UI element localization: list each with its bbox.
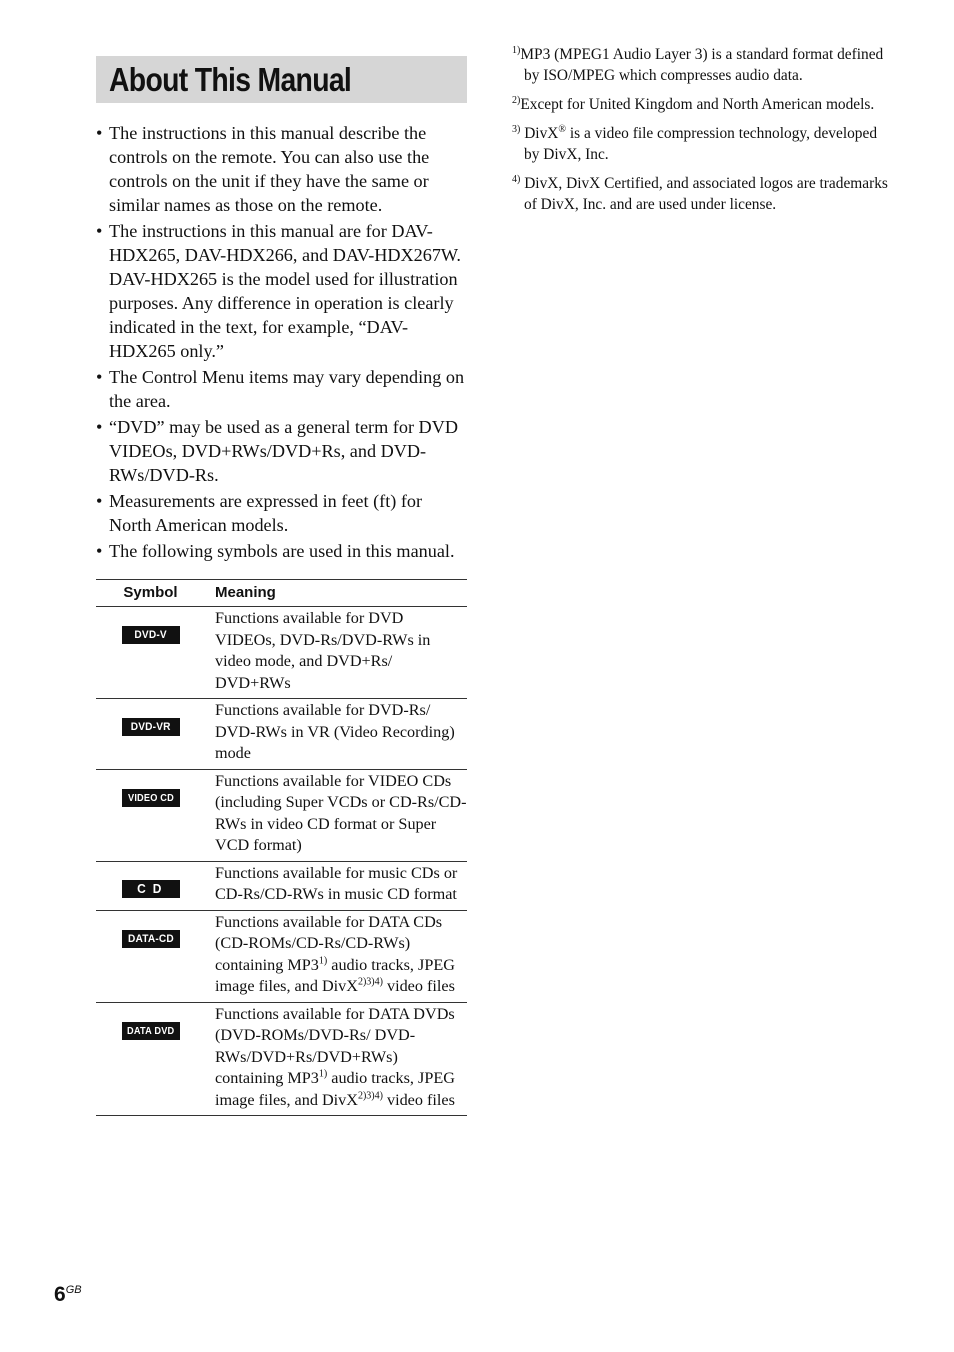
meaning-text: Functions available for DATA CDs (CD-ROMs/CD-Rs/CD-RWs) containing MP3 — [215, 912, 443, 974]
badge-label: DATA DVD — [126, 1025, 175, 1037]
footnote-number: 3) — [512, 123, 521, 135]
badge-label: DVD-VR — [130, 721, 171, 733]
footnote-ref: 2)3)4) — [357, 1090, 383, 1102]
bullet-item: • “DVD” may be used as a general term for DVD VIDEOs, DVD+RWs/DVD+Rs, and DVD-RWs/DVD-Rs. — [96, 415, 467, 487]
footnote — [512, 173, 892, 215]
table-row — [96, 861, 467, 910]
cd-symbol-icon — [122, 880, 180, 898]
meaning-cell — [205, 910, 467, 1002]
footnote-text: is a video file compression technology, developed by DivX, Inc. — [524, 125, 878, 163]
main-column — [96, 56, 467, 1116]
bullet-item: • The instructions in this manual describe the controls on the remote. You can also use the controls on the unit if they have the same or similar names as those on the remote. — [96, 121, 467, 217]
footnote — [512, 123, 892, 165]
footnote-text: DivX — [520, 125, 559, 142]
table-row — [96, 699, 467, 770]
meaning-cell — [205, 1002, 467, 1116]
meaning-text: video files — [382, 1090, 455, 1109]
table-row — [96, 910, 467, 1002]
bullet-item: • The following symbols are used in this manual. — [96, 539, 467, 563]
footnote-number: 1) — [512, 44, 521, 56]
page-number — [54, 1283, 82, 1307]
footnote-ref: 1) — [318, 955, 328, 967]
bullet-item: • Measurements are expressed in feet (ft) for North American models. — [96, 489, 467, 537]
title-banner — [96, 56, 467, 103]
footnote-number: 2) — [512, 94, 521, 106]
meaning-text: audio tracks, JPEG image files, and DivX — [215, 1069, 455, 1109]
registered-mark: ® — [558, 123, 567, 135]
badge-label: C D — [137, 880, 164, 896]
dvd-v-symbol-icon — [122, 626, 180, 644]
data-dvd-symbol-icon — [122, 1022, 180, 1040]
meaning-column-header: Meaning — [205, 580, 467, 607]
footnote — [512, 44, 892, 86]
meaning-cell: Functions available for DVD VIDEOs, DVD-Rs/DVD-RWs in video mode, and DVD+Rs/ DVD+RWs — [205, 607, 467, 699]
data-cd-symbol-icon — [122, 930, 180, 948]
table-header-row — [96, 580, 467, 607]
page-number-suffix: GB — [65, 1284, 82, 1296]
bullet-list — [96, 121, 467, 563]
page-title: About This Manual — [109, 60, 352, 98]
table-row — [96, 607, 467, 699]
page-number-value: 6 — [54, 1283, 66, 1306]
footnote-ref: 1) — [318, 1068, 328, 1080]
footnote-text: Except for United Kingdom and North American models. — [520, 96, 875, 113]
table-row — [96, 1002, 467, 1116]
footnote-number: 4) — [512, 173, 521, 185]
footnotes-column — [512, 44, 892, 223]
footnote-ref: 2)3)4) — [357, 976, 383, 988]
table-row — [96, 769, 467, 861]
meaning-cell: Functions available for music CDs or CD-Rs/CD-RWs in music CD format — [205, 861, 467, 910]
bullet-item: • The Control Menu items may vary depending on the area. — [96, 365, 467, 413]
bullet-item: • The instructions in this manual are for DAV-HDX265, DAV-HDX266, and DAV-HDX267W. DAV-HDX265 is the model used for illustration purposes. Any difference in operation is clearly indicated in the text, for example, “DAV-HDX265 only.” — [96, 219, 467, 363]
dvd-vr-symbol-icon — [122, 718, 180, 736]
meaning-cell: Functions available for VIDEO CDs (including Super VCDs or CD-Rs/CD-RWs in video CD format or Super VCD format) — [205, 769, 467, 861]
meaning-text: video files — [382, 977, 455, 995]
badge-label: VIDEO CD — [127, 792, 174, 804]
footnote — [512, 94, 892, 115]
symbol-table — [96, 579, 467, 1116]
meaning-text: Functions available for DATA DVDs (DVD-ROMs/DVD-Rs/ DVD-RWs/DVD+Rs/DVD+RWs) containing MP3 — [215, 1004, 455, 1087]
badge-label: DATA-CD — [127, 932, 174, 945]
badge-label: DVD-V — [134, 629, 167, 641]
symbol-column-header: Symbol — [96, 580, 205, 607]
footnote-text: MP3 (MPEG1 Audio Layer 3) is a standard format defined by ISO/MPEG which compresses audio data. — [520, 46, 884, 84]
footnote-text: DivX, DivX Certified, and associated logos are trademarks of DivX, Inc. and are used under license. — [520, 175, 888, 213]
video-cd-symbol-icon — [122, 789, 180, 807]
meaning-text: audio tracks, JPEG image files, and DivX — [215, 955, 455, 995]
meaning-cell: Functions available for DVD-Rs/ DVD-RWs in VR (Video Recording) mode — [205, 699, 467, 770]
